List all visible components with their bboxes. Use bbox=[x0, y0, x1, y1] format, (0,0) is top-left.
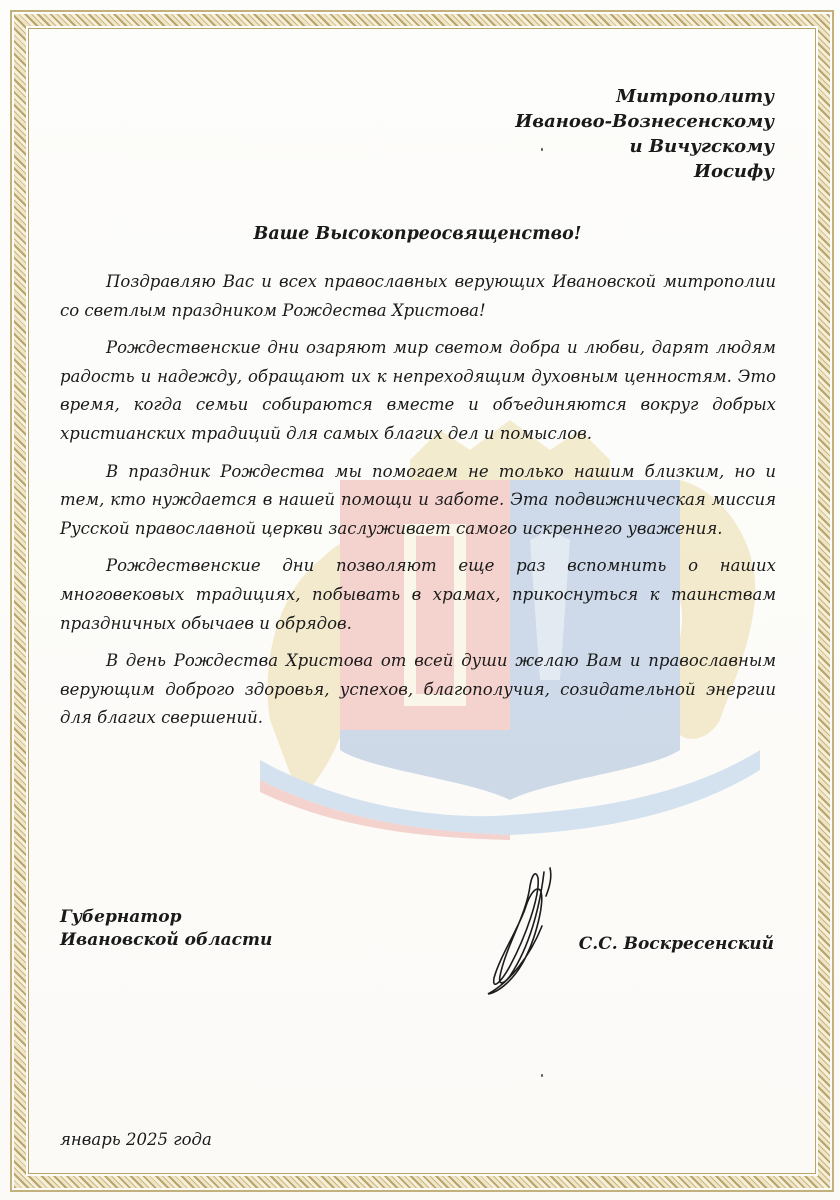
letter-date: январь 2025 года bbox=[60, 1130, 212, 1149]
letter-body bbox=[60, 268, 776, 742]
signer-title bbox=[60, 906, 272, 952]
addressee-line: Иосифу bbox=[693, 161, 774, 182]
signer-name: С.С. Воскресенский bbox=[578, 934, 774, 954]
salutation: Ваше Высокопреосвященство! bbox=[253, 224, 582, 244]
signer-title-line: Губернатор bbox=[60, 907, 182, 927]
addressee-line: и Вичугскому bbox=[629, 136, 774, 157]
addressee-line: Митрополиту bbox=[616, 86, 774, 107]
body-paragraph: Рождественские дни позволяют еще раз вспомнить о наших многовековых традициях, побывать в храмах, прикоснуться к таинствам праздничных обычаев и обрядов. bbox=[60, 556, 776, 633]
addressee-line: Иваново-Вознесенскому bbox=[515, 111, 774, 132]
paper-speck bbox=[541, 1074, 543, 1077]
addressee-block bbox=[354, 84, 774, 184]
body-paragraph: Рождественские дни озаряют мир светом добра и любви, дарят людям радость и надежду, обращают их к непреходящим духовным ценностям. Это время, когда семьи собираются вместе и объединяются вокруг добрых христианских традиций для самых благих дел и помыслов. bbox=[60, 338, 776, 443]
body-paragraph: В день Рождества Христова от всей души желаю Вам и православным верующим доброго здоровья, успехов, благополучия, созидательной энергии для благих свершений. bbox=[60, 651, 776, 728]
body-paragraph: В праздник Рождества мы помогаем не только нашим близким, но и тем, кто нуждается в нашей помощи и заботе. Эта подвижническая миссия Русской православной церкви заслуживает самого искреннего уважения. bbox=[60, 461, 776, 538]
signer-title-line: Ивановской области bbox=[60, 930, 273, 950]
body-paragraph: Поздравляю Вас и всех православных верующих Ивановской митрополии со светлым праздником Рождества Христова! bbox=[60, 272, 776, 320]
handwritten-signature bbox=[470, 866, 580, 996]
